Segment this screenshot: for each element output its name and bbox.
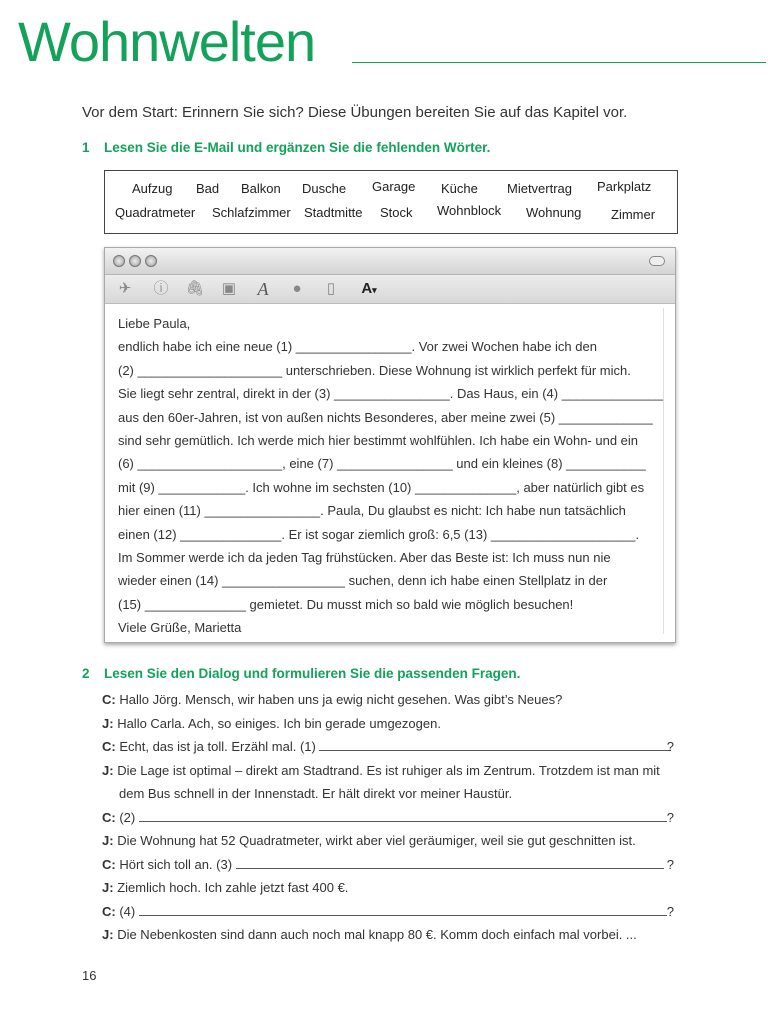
dialog-line bbox=[102, 900, 677, 924]
question-mark: ? bbox=[666, 809, 674, 825]
answer-blank-2[interactable] bbox=[139, 811, 667, 822]
email-line: Liebe Paula, bbox=[118, 316, 191, 331]
dialog-line bbox=[102, 806, 677, 830]
dialog-text: Hallo Jörg. Mensch, wir haben uns ja ewig nicht gesehen. Was gibt’s Neues? bbox=[119, 692, 563, 707]
dialog-line bbox=[102, 923, 677, 947]
word-box-item: Aufzug bbox=[132, 181, 173, 196]
dialog-text: Hört sich toll an. (3) bbox=[119, 856, 233, 872]
email-line: sind sehr gemütlich. Ich werde mich hier bestimmt wohlfühlen. Ich habe ein Wohn- und ein bbox=[118, 432, 639, 448]
dialog-line bbox=[102, 735, 677, 759]
word-box-item: Balkon bbox=[241, 181, 281, 196]
word-box-item: Quadratmeter bbox=[115, 205, 196, 220]
dialog-text: (4) bbox=[119, 903, 136, 919]
close-window-button[interactable] bbox=[113, 255, 125, 267]
word-box-item: Schlafzimmer bbox=[212, 205, 291, 220]
dialog-line bbox=[102, 712, 677, 736]
email-line: Im Sommer werde ich da jeden Tag frühstücken. Aber das Beste ist: Ich muss nun nie bbox=[118, 549, 611, 565]
send-icon[interactable]: ✈ bbox=[118, 280, 132, 297]
font-icon[interactable]: A bbox=[257, 279, 269, 299]
word-box-item: Wohnung bbox=[526, 205, 582, 220]
dialog-speaker: J: bbox=[102, 715, 114, 731]
task-1-heading bbox=[82, 140, 490, 155]
answer-blank-4[interactable] bbox=[139, 905, 667, 916]
task-2-number: 2 bbox=[82, 666, 90, 681]
dialog-line bbox=[102, 782, 677, 806]
dialog-text: Echt, das ist ja toll. Erzähl mal. (1) bbox=[119, 739, 316, 754]
answer-blank-1[interactable] bbox=[319, 740, 671, 751]
task-1-number: 1 bbox=[82, 140, 90, 155]
dialog-speaker: J: bbox=[102, 762, 114, 778]
minimize-window-button[interactable] bbox=[129, 255, 141, 267]
email-titlebar bbox=[105, 248, 675, 275]
word-box-item: Stadtmitte bbox=[304, 205, 363, 220]
word-box-item: Parkplatz bbox=[597, 179, 652, 194]
page-title: Wohnwelten bbox=[18, 10, 316, 73]
word-box-item: Bad bbox=[196, 181, 220, 196]
email-line: Sie liegt sehr zentral, direkt in der (3) ________________. Das Haus, ein (4) ______________ bbox=[118, 386, 663, 402]
word-box-item: Zimmer bbox=[611, 207, 656, 222]
word-box-item: Mietvertrag bbox=[507, 181, 573, 196]
email-line: hier einen (11) ________________. Paula, Du glaubst es nicht: Ich habe nun tatsächlich bbox=[118, 503, 626, 519]
dialog-text: Die Lage ist optimal – direkt am Stadtrand. Es ist ruhiger als im Zentrum. Trotzdem ist man mit bbox=[117, 762, 660, 778]
dialog-text: Die Nebenkosten sind dann auch noch mal knapp 80 €. Komm doch einfach mal vorbei. ... bbox=[117, 927, 637, 942]
dialog-speaker: J: bbox=[102, 833, 114, 848]
word-box-item: Wohnblock bbox=[437, 203, 502, 218]
dialog-speaker: C: bbox=[102, 903, 116, 919]
email-line: (15) ______________ gemietet. Du musst mich so bald wie möglich besuchen! bbox=[118, 596, 574, 612]
dialog-line bbox=[102, 688, 677, 712]
word-box-item: Küche bbox=[441, 181, 478, 196]
email-line: (2) ____________________ unterschrieben. Diese Wohnung ist wirklich perfekt für mich. bbox=[118, 362, 631, 378]
title-rule bbox=[352, 62, 766, 63]
dialog-text: (2) bbox=[119, 809, 136, 825]
dialog-line bbox=[102, 759, 677, 783]
paperclip-icon[interactable]: 🖇 bbox=[185, 280, 205, 297]
task-2-text: Lesen Sie den Dialog und formulieren Sie die passenden Fragen. bbox=[104, 666, 521, 681]
toolbar-toggle-button[interactable] bbox=[649, 256, 665, 266]
email-line: einen (12) ______________. Er ist sogar ziemlich groß: 6,5 (13) ____________________. bbox=[118, 526, 640, 542]
dialog-text: dem Bus schnell in der Innenstadt. Er hält direkt vor meiner Haustür. bbox=[119, 786, 513, 801]
dialog-line bbox=[102, 829, 677, 853]
word-box bbox=[104, 170, 678, 234]
dialog-text: Hallo Carla. Ach, so einiges. Ich bin gerade umgezogen. bbox=[117, 715, 441, 731]
email-line: aus den 60er-Jahren, ist von außen nichts Besonderes, aber meine zwei (5) _____________ bbox=[118, 409, 653, 425]
email-line: (6) ____________________, eine (7) ________________ und ein kleines (8) ___________ bbox=[118, 456, 646, 472]
dialog-line bbox=[102, 853, 677, 877]
email-line: endlich habe ich eine neue (1) ________________. Vor zwei Wochen habe ich den bbox=[118, 339, 597, 355]
word-box-item: Dusche bbox=[302, 181, 347, 196]
task-1-text: Lesen Sie die E-Mail und ergänzen Sie die fehlenden Wörter. bbox=[104, 140, 491, 155]
page-number: 16 bbox=[82, 968, 97, 983]
zoom-window-button[interactable] bbox=[145, 255, 157, 267]
text-size-icon[interactable]: A▾ bbox=[361, 280, 377, 297]
word-box-item: Stock bbox=[380, 205, 413, 220]
intro-text: Vor dem Start: Erinnern Sie sich? Diese Übungen bereiten Sie auf das Kapitel vor. bbox=[82, 104, 628, 121]
email-toolbar bbox=[105, 275, 675, 304]
dialog-speaker: C: bbox=[102, 739, 116, 754]
email-body[interactable] bbox=[118, 312, 663, 639]
dialog-speaker: J: bbox=[102, 927, 114, 942]
address-book-icon[interactable]: ▣ bbox=[221, 280, 237, 297]
dialog-text: Ziemlich hoch. Ich zahle jetzt fast 400 €. bbox=[117, 880, 349, 895]
question-mark: ? bbox=[666, 856, 674, 872]
email-scrollbar[interactable] bbox=[663, 308, 673, 634]
email-line: wieder einen (14) _________________ suchen, denn ich habe einen Stellplatz in der bbox=[118, 573, 608, 589]
document-icon[interactable]: ▯ bbox=[326, 280, 336, 297]
email-line: mit (9) ____________. Ich wohne im sechsten (10) ______________, aber natürlich gibt es bbox=[118, 479, 645, 495]
email-line: Viele Grüße, Marietta bbox=[118, 620, 242, 636]
question-mark: ? bbox=[666, 739, 674, 754]
dialog-speaker: C: bbox=[102, 692, 116, 707]
word-box-item: Garage bbox=[372, 179, 416, 194]
dialog-text: Die Wohnung hat 52 Quadratmeter, wirkt aber viel geräumiger, weil sie gut geschnitten ist. bbox=[117, 833, 636, 848]
dialog-line bbox=[102, 876, 677, 900]
email-window bbox=[104, 247, 676, 643]
dialog-speaker: C: bbox=[102, 809, 116, 825]
task-2-heading bbox=[82, 666, 520, 681]
dialog bbox=[102, 688, 677, 947]
dialog-speaker: C: bbox=[102, 856, 116, 872]
globe-icon[interactable]: ● bbox=[292, 280, 302, 297]
question-mark: ? bbox=[666, 903, 674, 919]
dialog-speaker: J: bbox=[102, 880, 114, 895]
info-icon[interactable]: ⓘ bbox=[153, 280, 169, 297]
answer-blank-3[interactable] bbox=[236, 858, 664, 869]
